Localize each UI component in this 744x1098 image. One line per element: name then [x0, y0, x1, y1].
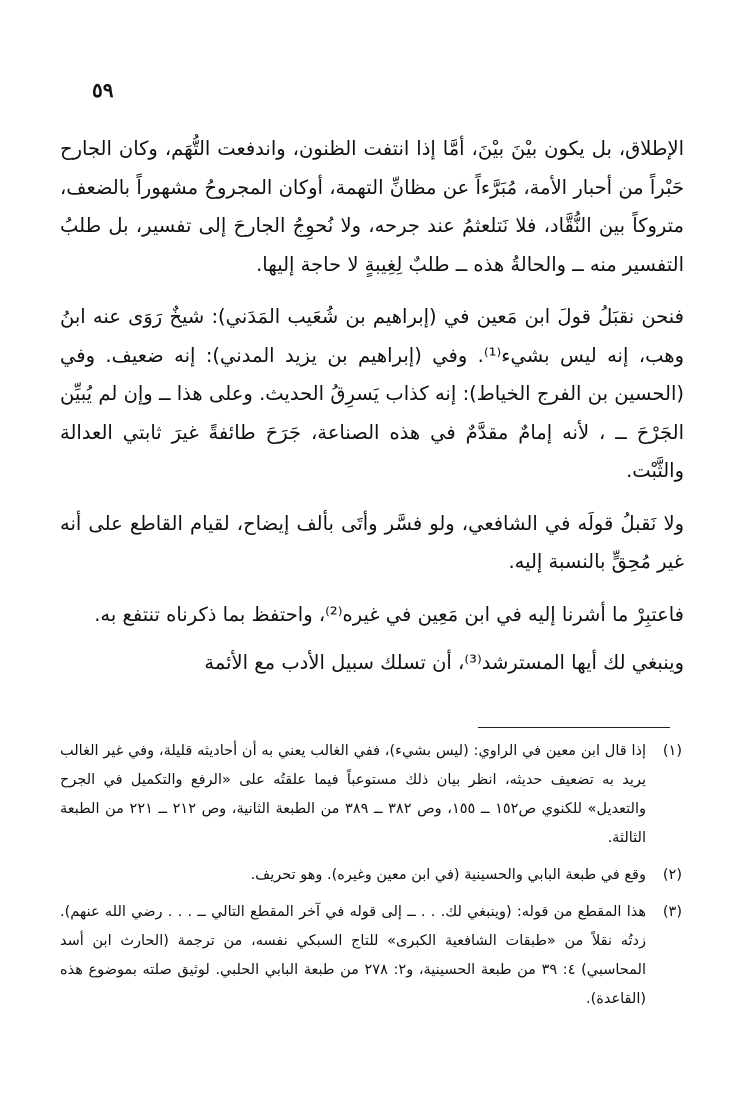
- footnote: [60, 898, 682, 1014]
- footnote-number: (٣): [662, 904, 682, 920]
- footnote-divider: [478, 727, 670, 728]
- paragraph: فاعتبِرْ ما أشرنا إليه في ابن مَعِين في غيره⁽²⁾، واحتفظ بما ذكرناه تنتفع به.: [94, 602, 684, 626]
- main-text: [60, 130, 684, 697]
- footnote-number: (١): [662, 743, 682, 759]
- paragraph: فنحن نقبَلُ قولَ ابن مَعين في (إبراهيم بن شُعَيب المَدَني): شيخٌ رَوَى عنه ابنُ وهب، إنه ليس بشيء⁽¹⁾. وفي (إبراهيم بن يزيد المدني): إنه ضعيف. وفي (الحسين بن الفرج الخياط): إنه كذاب يَسرِقُ الحديث. وعلى هذا ــ وإن لم يُبيِّن الجَرْحَ ــ ، لأنه إمامٌ مقدَّمٌ في هذه الصناعة، جَرَحَ طائفةً غيرَ ثابتي العدالة والثَّبْت.: [60, 305, 684, 482]
- paragraph: ولا نَقبلُ قولَه في الشافعي، ولو فسَّر وأتَى بألف إيضاح، لقيام القاطع على أنه غير مُحِقٍّ بالنسبة إليه.: [60, 511, 684, 573]
- paragraph: الإطلاق، بل يكون بيْنَ بيْنَ، أمَّا إذا انتفت الظنون، واندفعت التُّهَم، وكان الجارح حَبْراً من أحبار الأمة، مُبَرَّءاً عن مظانِّ التهمة، أوكان المجروحُ مشهوراً بالضعف، متروكاً بين النُّقَّاد، فلا نَتلعثمُ عند جرحه، ولا نُحوِجُ الجارحَ إلى تفسير، بل طلبُ التفسير منه ــ والحالةُ هذه ــ طلبٌ لِغِيبةٍ لا حاجة إليها.: [60, 137, 684, 276]
- page-number: ٥٩: [92, 78, 114, 102]
- paragraph: وينبغي لك أيها المسترشد⁽³⁾، أن تسلك سبيل الأدب مع الأئمة: [204, 651, 684, 674]
- footnote-text: إذا قال ابن معين في الراوي: (ليس بشيء)، ففي الغالب يعني به أن أحاديثه قليلة، وفي غير الغالب يريد به تضعيف حديثه، انظر بيان ذلك مستوعباً فيما علقتُه على «الرفع والتكميل في الجرح والتعديل» للكنوي ص١٥٢ ــ ١٥٥، وص ٣٨٢ ــ ٣٨٩ من الطبعة الثانية، وص ٢١٢ ــ ٢٢١ من الطبعة الثالثة.: [60, 743, 646, 846]
- footnote: [60, 737, 682, 853]
- footnote-number: (٢): [662, 867, 682, 883]
- footnote-text: هذا المقطع من قوله: (وينبغي لك. . . ــ إلى قوله في آخر المقطع التالي ــ . . . رضي الله عنهم). زدتُه نقلاً من «طبقات الشافعية الكبرى» للتاج السبكي نفسه، من ترجمة (الحارث ابن أسد المحاسبي) ٤: ٣٩ من طبعة الحسينية، و٢: ٢٧٨ من طبعة البابي الحلبي. لوثيق صلته بموضوع هذه (القاعدة).: [60, 904, 646, 1007]
- footnotes: [60, 737, 682, 1022]
- footnote: [60, 861, 682, 890]
- footnote-text: وقع في طبعة البابي والحسينية (في ابن معين وغيره). وهو تحريف.: [250, 867, 646, 883]
